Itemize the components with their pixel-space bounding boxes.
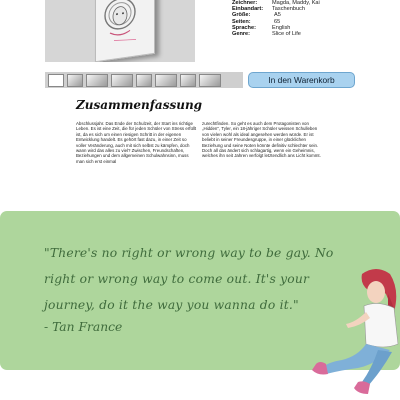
product-image[interactable] bbox=[45, 0, 195, 62]
detail-label: Größe: bbox=[232, 12, 251, 19]
book-cover-art bbox=[96, 0, 154, 61]
detail-value: English bbox=[272, 24, 291, 31]
detail-label: Einbandart: bbox=[232, 6, 264, 13]
product-details bbox=[232, 0, 320, 37]
character-illustration bbox=[298, 264, 400, 400]
summary-heading: Zusammenfassung bbox=[76, 98, 203, 112]
quote-author: - Tan France bbox=[44, 320, 123, 334]
detail-value: Slice of Life bbox=[272, 31, 301, 38]
gallery-thumbnail[interactable] bbox=[199, 74, 221, 87]
detail-value: A5 bbox=[274, 12, 281, 19]
summary-text-right: zurechtfinden. So geht es auch dem Protagonisten von „Hidden", Tyler, ein 18-jähriger Schüler weissen Schulleben von vielen wohl als ideal angesehen werden würde. Er ist beliebt in seiner Freundesgruppe, in einer glücklichen Beziehung und seine Noten könnte definitiv schlechter sein. Doch all das ändert sich schlagartig, wenn ein Geheimnis, welches ihn seit Jahren verfolgt letztendlich ans Licht kommt. bbox=[202, 121, 321, 159]
gallery-thumbnail[interactable] bbox=[67, 74, 83, 87]
gallery-thumbnail[interactable] bbox=[86, 74, 108, 87]
thumbnail-gallery bbox=[45, 72, 243, 88]
gallery-thumbnail[interactable] bbox=[111, 74, 133, 87]
detail-value: Taschenbuch bbox=[272, 6, 305, 13]
detail-value: Magda, Maddy, Kai bbox=[272, 0, 320, 6]
detail-row bbox=[232, 31, 320, 37]
detail-label: Genre: bbox=[232, 31, 251, 38]
quote-line: journey, do it the way you wanna do it." bbox=[44, 298, 299, 312]
detail-label: Zeichner: bbox=[232, 0, 258, 6]
add-to-cart-button[interactable]: In den Warenkorb bbox=[248, 72, 355, 88]
quote-line: "There's no right or wrong way to be gay. No bbox=[44, 246, 334, 260]
detail-label: Sprache: bbox=[232, 24, 256, 31]
summary-text-left: Abschlussjahr. Das Ende der Schulzeit, der Start ins richtige Leben. Es ist eine Zeit, die für jeden Schüler von Stress erfüllt ist, da es sich um einen riesigen Schritt in der eigenen Entwicklung handelt. Es gehört fast dazu, in einer Zeit so voller Veränderung, auch mit sich selbst zu kämpfen, doch wann wird das alles zu viel? Zwischen, Freundschaften, Beziehungen und dem allgemeinen Schulwahnsinn, muss man sich erst einmal bbox=[76, 121, 197, 164]
detail-value: 65 bbox=[274, 18, 281, 25]
gallery-thumbnail[interactable] bbox=[48, 74, 64, 87]
gallery-thumbnail[interactable] bbox=[155, 74, 177, 87]
detail-label: Seiten: bbox=[232, 18, 251, 25]
gallery-thumbnail[interactable] bbox=[136, 74, 152, 87]
gallery-thumbnail[interactable] bbox=[180, 74, 196, 87]
book-cover-image bbox=[95, 0, 155, 62]
quote-line: right or wrong way to come out. It's your bbox=[44, 272, 310, 286]
